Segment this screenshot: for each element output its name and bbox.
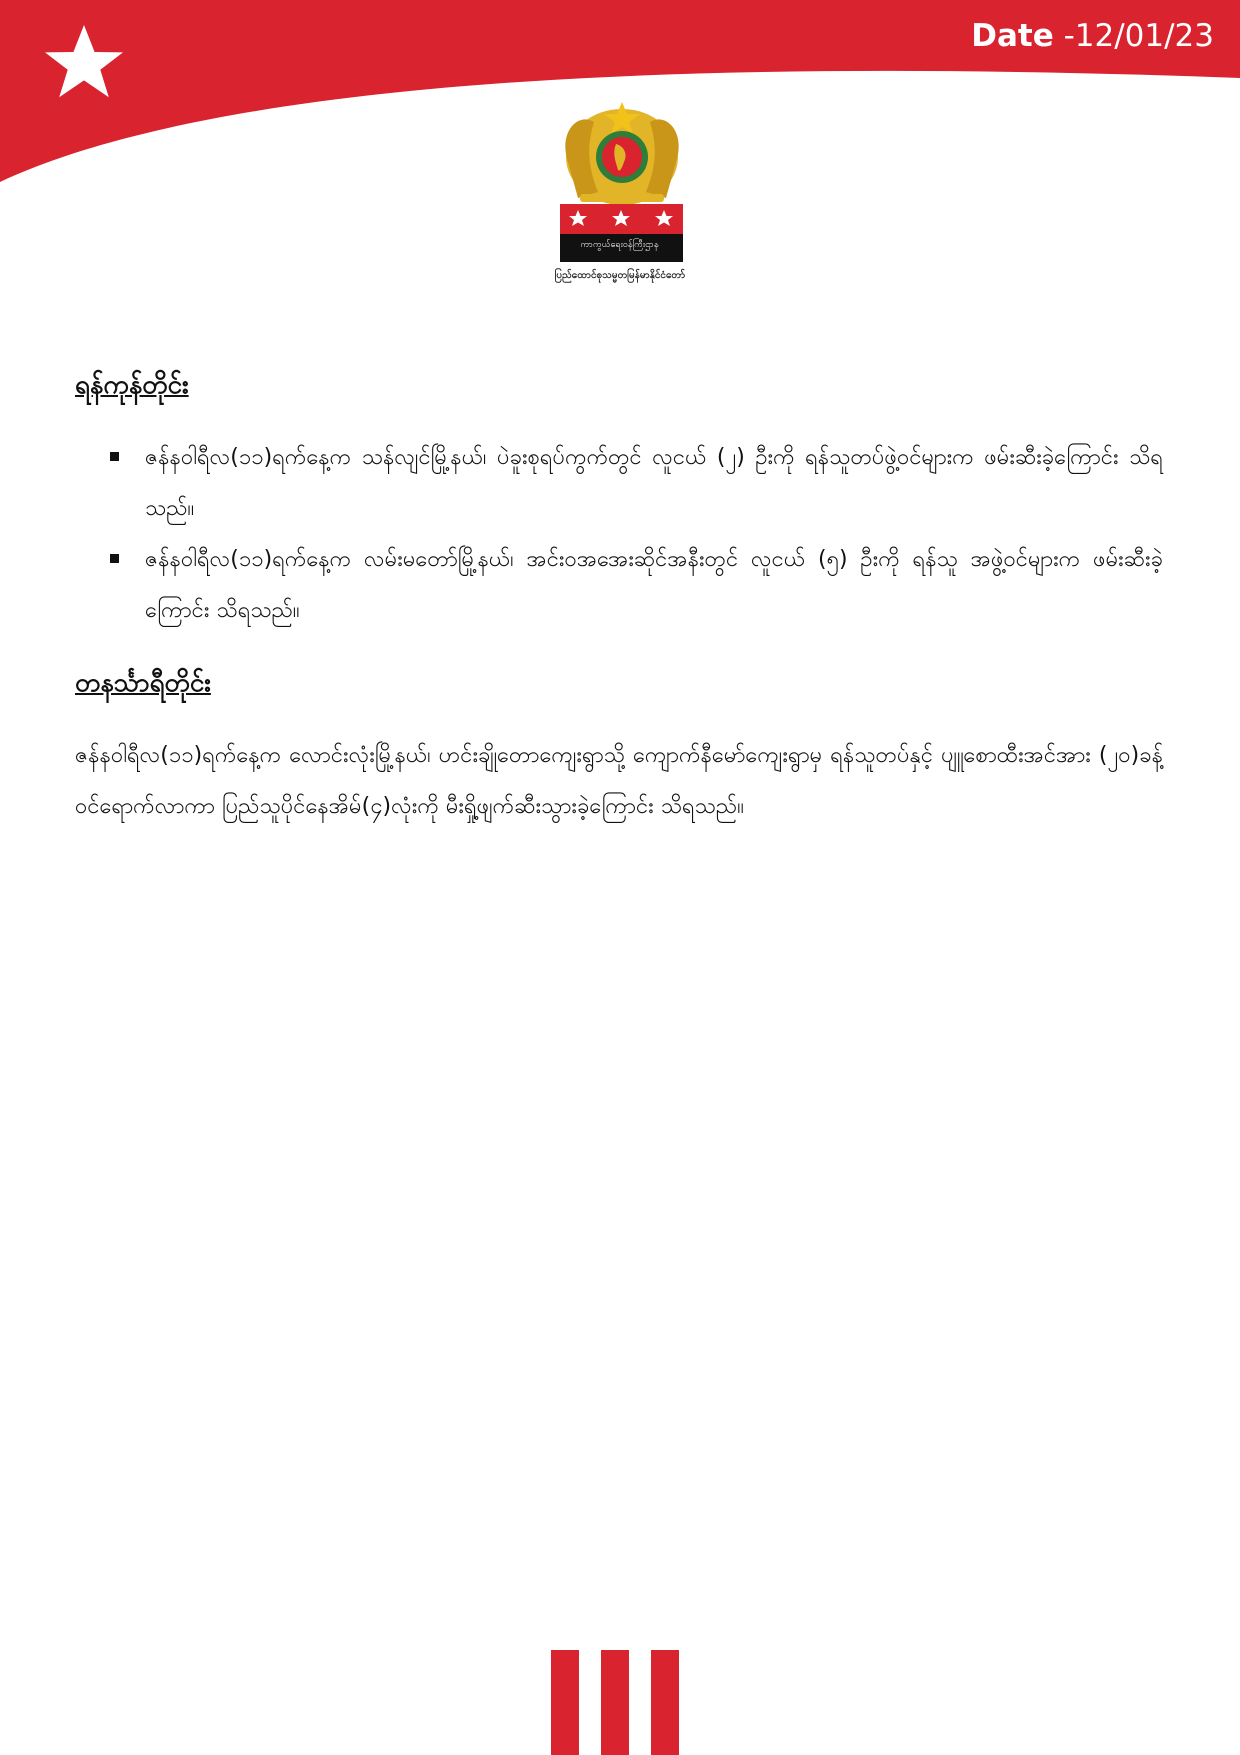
section-heading-yangon: ရန်ကုန်တိုင်း: [75, 370, 189, 400]
section-heading-tanintharyi: တနင်္သာရီတိုင်း: [75, 668, 211, 698]
list-item: [110, 534, 1163, 636]
state-emblem: [558, 102, 686, 284]
footer-bars: [551, 1650, 679, 1755]
emblem-banner-text: ကာကွယ်ရေးဝန်ကြီးဌာန: [580, 240, 659, 250]
report-content: [75, 360, 1163, 832]
list-item: [110, 432, 1163, 534]
date-value: -12/01/23: [1053, 18, 1214, 54]
footer-bar-right: [651, 1650, 679, 1755]
bullet-icon: [110, 554, 119, 563]
list-item-text: ဇန်နဝါရီလ(၁၁)ရက်နေ့က သန်လျင်မြို့နယ်၊ ပဲခူးစုရပ်ကွက်တွင် လူငယ် (၂) ဦးကို ရန်သူတပ်ဖွဲ့ဝင်များက ဖမ်းဆီးခဲ့ကြောင်း သိရသည်။: [145, 445, 1163, 521]
list-item-text: ဇန်နဝါရီလ(၁၁)ရက်နေ့က လမ်းမတော်မြို့နယ်၊ အင်းဝအအေးဆိုင်အနီးတွင် လူငယ် (၅) ဦးကို ရန်သူ အဖွဲ့ဝင်များက ဖမ်းဆီးခဲ့ကြောင်း သိရသည်။: [145, 547, 1163, 623]
date-label: Date: [971, 18, 1054, 54]
bullet-list-yangon: [75, 432, 1163, 636]
paragraph-tanintharyi: ဇန်နဝါရီလ(၁၁)ရက်နေ့က လောင်းလုံးမြို့နယ်၊ ဟင်းချိုတောကျေးရွာသို့ ကျောက်နီမော်ကျေးရွာမှ ရန်သူတပ်နှင့် ပျူစောထီးအင်အား (၂၀)ခန့် ဝင်ရောက်လာကာ ပြည်သူပိုင်နေအိမ်(၄)လုံးကို မီးရှို့ဖျက်ဆီးသွားခဲ့ကြောင်း သိရသည်။: [75, 743, 1163, 819]
date-line: [971, 18, 1214, 54]
bullet-icon: [110, 452, 119, 461]
footer-bar-center: [601, 1650, 629, 1755]
emblem-caption: ပြည်ထောင်စုသမ္မတမြန်မာနိုင်ငံတော်: [554, 270, 686, 281]
footer-bar-left: [551, 1650, 579, 1755]
